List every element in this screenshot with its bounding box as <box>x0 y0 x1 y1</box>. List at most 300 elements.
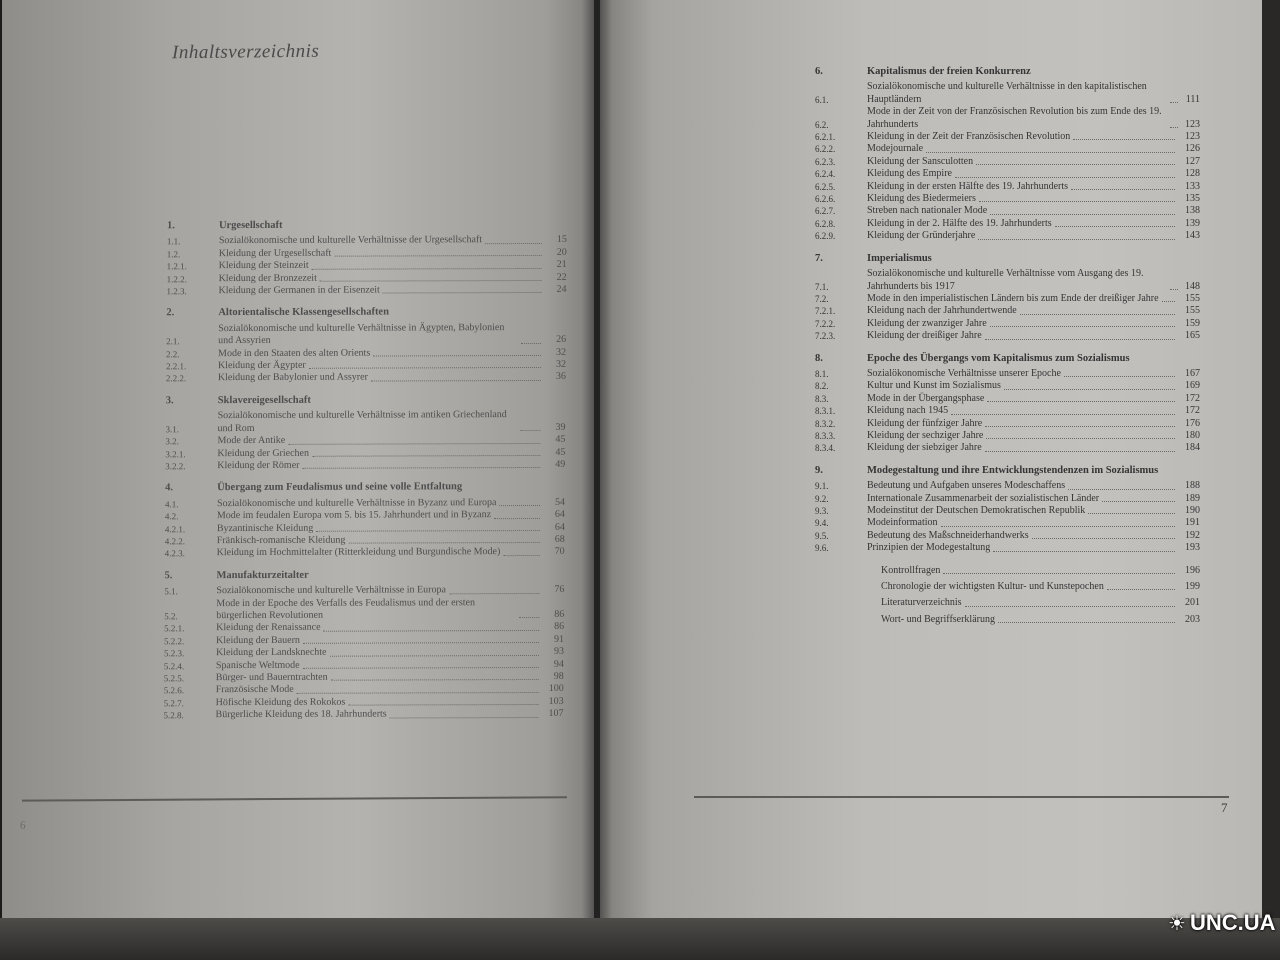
footer-rule <box>694 796 1229 798</box>
entry-text <box>867 493 1178 505</box>
section-number: 7. <box>815 252 823 264</box>
toc-entry <box>815 380 1200 392</box>
entry-number: 6.2. <box>815 119 829 130</box>
entry-number: 6.2.4. <box>815 169 836 180</box>
entry-page: 180 <box>1185 429 1200 441</box>
leader-dots <box>987 401 1175 402</box>
section-number: 6. <box>815 66 823 77</box>
entry-title: Modejournale <box>867 143 924 155</box>
section-number: 1. <box>166 220 175 232</box>
entry-number: 1.2.2. <box>166 273 187 284</box>
section-title: Epoche des Übergangs vom Kapitalismus zum Sozialismus <box>867 352 1130 364</box>
sun-icon: ☀ <box>1168 912 1186 935</box>
toc-entry <box>815 565 1200 577</box>
leader-dots <box>990 214 1175 215</box>
entry-title: Kleidung der dreißiger Jahre <box>867 330 982 342</box>
toc-entry <box>815 493 1200 505</box>
toc-entry <box>165 409 565 435</box>
toc-entry <box>815 368 1200 380</box>
entry-title: Prinzipien der Modegestaltung <box>867 542 991 554</box>
toc-entry <box>815 517 1200 529</box>
toc-entry <box>815 330 1200 342</box>
entry-text <box>881 565 1178 577</box>
section-title: Sklavereigesellschaft <box>217 394 311 406</box>
section-heading <box>815 353 1200 365</box>
entry-title: Mode in der Übergangsphase <box>867 392 985 404</box>
entry-title: Bürgerliche Kleidung des 18. Jahrhunderts <box>215 708 387 721</box>
entry-page: 39 <box>555 421 566 433</box>
entry-text <box>215 708 541 722</box>
entry-text <box>867 480 1178 492</box>
entry-page: 190 <box>1185 505 1200 516</box>
entry-number: 7.2.2. <box>815 318 836 329</box>
entry-text <box>216 659 542 673</box>
entry-number: 8.2. <box>815 381 829 392</box>
entry-page: 203 <box>1185 613 1200 625</box>
leader-dots <box>943 573 1175 574</box>
toc-entry <box>815 106 1200 131</box>
leader-dots <box>449 593 540 594</box>
entry-title: Kleidung der Griechen <box>217 447 310 459</box>
entry-text <box>216 621 542 635</box>
entry-text <box>867 205 1178 217</box>
entry-text <box>867 318 1178 330</box>
leader-dots <box>519 617 539 618</box>
entry-title: Kleidung des Empire <box>867 168 952 180</box>
leader-dots <box>990 326 1175 327</box>
entry-text <box>867 330 1178 342</box>
entry-text <box>867 505 1178 517</box>
entry-text <box>867 305 1178 317</box>
left-table-of-contents <box>163 219 567 732</box>
entry-page: 93 <box>553 646 565 658</box>
entry-text <box>219 272 545 286</box>
entry-title: Kleidung der siebziger Jahre <box>867 442 982 454</box>
entry-title: Kleidung der zwanziger Jahre <box>867 317 987 329</box>
entry-number: 7.2.1. <box>815 306 836 317</box>
section-title: Altorientalische Klassengesellschaften <box>218 306 389 319</box>
entry-title: Kleidung der Bauern <box>216 634 300 646</box>
leader-dots <box>521 430 541 431</box>
entry-title: Kleidung der Germanen in der Eisenzeit <box>218 284 380 297</box>
entry-page: 103 <box>548 695 564 707</box>
entry-text <box>217 434 543 448</box>
cover-edge <box>1262 0 1280 960</box>
entry-number: 9.5. <box>815 530 829 541</box>
leader-dots <box>316 530 540 532</box>
entry-text <box>217 409 543 435</box>
entry-page: 135 <box>1185 193 1200 205</box>
leader-dots <box>985 426 1175 427</box>
entry-title: Bedeutung des Maßschneiderhandwerks <box>867 529 1029 541</box>
entry-text <box>216 671 542 685</box>
entry-text <box>867 230 1178 242</box>
section-number: 5. <box>164 570 173 582</box>
entry-text <box>881 614 1178 626</box>
toc-section <box>815 353 1200 455</box>
section-heading <box>167 219 567 233</box>
entry-page: 143 <box>1185 230 1200 242</box>
toc-entry <box>815 268 1200 293</box>
entry-number: 6.2.1. <box>815 132 836 143</box>
entry-text <box>867 131 1178 143</box>
entry-page: 20 <box>556 246 567 258</box>
toc-section <box>166 219 567 298</box>
toc-entry <box>815 318 1200 330</box>
entry-number: 4.1. <box>164 498 179 510</box>
entry-title: Kleidung nach 1945 <box>867 405 949 417</box>
entry-title: Sozialökonomische und kulturelle Verhältnisse in Europa <box>216 584 446 597</box>
toc-entry <box>163 708 563 722</box>
entry-text <box>867 405 1178 417</box>
entry-page: 98 <box>553 670 564 682</box>
leader-dots <box>1073 139 1175 140</box>
entry-page: 64 <box>554 521 565 533</box>
entry-page: 70 <box>554 546 565 558</box>
entry-page: 133 <box>1185 180 1200 192</box>
entry-text <box>219 234 545 248</box>
leader-dots <box>309 367 541 369</box>
entry-page: 76 <box>554 584 565 596</box>
entry-page: 86 <box>554 621 565 633</box>
entry-text <box>867 393 1178 405</box>
watermark-text: UNC.UA <box>1189 910 1276 935</box>
leader-dots <box>373 355 541 357</box>
entry-page: 169 <box>1185 380 1200 392</box>
entry-page: 165 <box>1185 330 1200 342</box>
toc-entry <box>815 181 1200 193</box>
toc-section <box>815 253 1200 343</box>
leader-dots <box>979 201 1175 202</box>
toc-entry <box>815 81 1200 106</box>
entry-title: Kleidung der Sansculotten <box>867 155 974 167</box>
leader-dots <box>312 455 540 457</box>
entry-title: Kleidung in der 2. Hälfte des 19. Jahrhunderts <box>867 217 1052 229</box>
leader-dots <box>1032 538 1175 539</box>
entry-title: Kleidung der Urgesellschaft <box>218 247 332 259</box>
entry-text <box>217 497 543 511</box>
entry-text <box>867 268 1178 293</box>
toc-entry <box>815 393 1200 405</box>
entry-title: Streben nach nationaler Mode <box>867 205 988 217</box>
entry-number: 8.3.3. <box>815 430 836 441</box>
entry-number: 3.1. <box>165 423 180 434</box>
toc-entry <box>815 168 1200 180</box>
section-number: 4. <box>165 482 174 494</box>
leader-dots <box>951 414 1175 415</box>
entry-title: Kleidung der sechziger Jahre <box>867 429 984 441</box>
leader-dots <box>1170 289 1178 290</box>
entry-title: Kleidung der Gründerjahre <box>867 230 976 242</box>
entry-title: Mode im feudalen Europa vom 5. bis 15. Jahrhundert und in Byzanz <box>216 509 492 522</box>
entry-page: 148 <box>1185 280 1200 292</box>
entry-title: Höfische Kleidung des Rokokos <box>215 696 346 708</box>
entry-number: 8.3.2. <box>815 418 836 429</box>
section-number: 2. <box>166 307 175 319</box>
entry-text <box>217 546 543 560</box>
toc-entry <box>815 581 1200 593</box>
entry-number: 7.2.3. <box>815 331 836 342</box>
toc-entry <box>815 418 1200 430</box>
entry-number: 6.1. <box>815 94 829 105</box>
entry-page: 64 <box>554 509 565 521</box>
toc-entry <box>166 371 566 385</box>
toc-entry <box>166 284 566 298</box>
entry-number: 2.2. <box>166 348 180 359</box>
page-number: 6 <box>20 819 26 832</box>
entry-page: 49 <box>555 458 566 470</box>
entry-number: 5.2.1. <box>164 623 185 634</box>
entry-page: 22 <box>556 271 567 283</box>
section-heading <box>165 481 565 495</box>
left-page <box>2 0 594 930</box>
entry-text <box>867 380 1178 392</box>
entry-text <box>867 143 1178 155</box>
entry-number: 5.2.5. <box>163 673 185 684</box>
entry-title: Kleidung der Babylonier und Assyrer <box>217 372 368 384</box>
toc-section <box>815 66 1200 243</box>
entry-title: Fränkisch-romanische Kleidung <box>216 534 346 547</box>
entry-number: 3.2.1. <box>165 448 186 459</box>
entry-text <box>867 430 1178 442</box>
entry-page: 167 <box>1185 367 1200 379</box>
toc-entry <box>815 530 1200 542</box>
section-heading <box>815 253 1200 265</box>
toc-entry <box>815 480 1200 492</box>
section-title: Kapitalismus der freien Konkurrenz <box>867 66 1031 77</box>
entry-title: Mode der Antike <box>217 434 286 447</box>
entry-title: Literaturverzeichnis <box>881 597 962 609</box>
entry-text <box>216 646 542 660</box>
leader-dots <box>390 717 539 719</box>
entry-page: 107 <box>548 708 564 720</box>
leader-dots <box>1055 226 1175 227</box>
entry-page: 54 <box>554 496 566 508</box>
entry-title: Wort- und Begriffserklärung <box>881 613 995 625</box>
entry-title: Bürger- und Bauerntrachten <box>215 671 328 684</box>
section-heading <box>166 394 566 408</box>
entry-text <box>218 371 544 385</box>
watermark-logo <box>1168 910 1276 936</box>
entry-title: Sozialökonomische Verhältnisse unserer Epoche <box>867 367 1061 379</box>
leader-dots <box>955 177 1175 178</box>
leader-dots <box>1102 501 1175 502</box>
entry-title: Kleidung der Römer <box>217 459 300 472</box>
section-number: 8. <box>815 352 823 364</box>
toc-entry <box>815 442 1200 454</box>
entry-number: 5.2.2. <box>164 636 185 647</box>
toc-entry <box>815 293 1200 305</box>
entry-page: 201 <box>1185 597 1200 609</box>
entry-text <box>218 359 544 373</box>
leader-dots <box>297 692 539 694</box>
section-heading <box>164 569 564 583</box>
leader-dots <box>499 505 540 506</box>
leader-dots <box>998 622 1175 623</box>
toc-entry <box>166 322 566 348</box>
toc-entry <box>815 305 1200 317</box>
entry-number: 9.3. <box>815 506 829 516</box>
entry-text <box>867 193 1178 205</box>
leader-dots <box>371 380 541 382</box>
leader-dots <box>1064 376 1175 377</box>
leader-dots <box>985 339 1175 340</box>
entry-title: Bedeutung und Aufgaben unseres Modeschaffens <box>867 480 1066 492</box>
entry-page: 123 <box>1185 131 1200 143</box>
entry-page: 127 <box>1185 155 1200 167</box>
entry-page: 45 <box>555 433 566 446</box>
leader-dots <box>329 655 538 657</box>
entry-text <box>867 156 1178 168</box>
entry-page: 139 <box>1185 217 1200 229</box>
entry-page: 155 <box>1185 305 1200 317</box>
entry-page: 176 <box>1185 417 1200 429</box>
entry-page: 36 <box>555 371 566 383</box>
entry-number: 5.1. <box>164 586 178 597</box>
entry-text <box>216 696 542 710</box>
leader-dots <box>1020 314 1175 315</box>
entry-page: 192 <box>1185 529 1200 541</box>
entry-number: 8.3. <box>815 393 829 404</box>
entry-page: 172 <box>1185 392 1200 404</box>
entry-text <box>219 259 545 273</box>
entry-number: 4.2.2. <box>164 536 186 547</box>
section-number: 9. <box>815 464 823 476</box>
entry-title: Sozialökonomische und kulturelle Verhältnisse in Byzanz und Europa <box>216 496 497 509</box>
entry-text <box>881 597 1178 609</box>
section-title: Übergang zum Feudalismus und seine volle Entfaltung <box>217 481 463 494</box>
entry-title: Mode in den Staaten des alten Orients <box>218 347 371 359</box>
entry-number: 4.2. <box>164 511 179 522</box>
entry-text <box>216 634 542 648</box>
entry-title: Kultur und Kunst im Sozialismus <box>867 380 1001 392</box>
entry-text <box>216 683 542 697</box>
section-heading <box>815 465 1200 477</box>
leader-dots <box>303 667 539 669</box>
section-title: Urgesellschaft <box>218 219 283 232</box>
entry-number: 5.2.4. <box>163 660 185 671</box>
leader-dots <box>348 704 538 706</box>
entry-title: Französische Mode <box>215 684 294 696</box>
toc-section <box>165 394 566 473</box>
entry-title: Kleidung der Bronzezeit <box>218 272 317 284</box>
leader-dots <box>383 292 542 294</box>
entry-page: 184 <box>1185 442 1200 454</box>
section-title: Manufakturzeitalter <box>216 569 309 581</box>
entry-title: Mode in den imperialistischen Ländern bis zum Ende der dreißiger Jahre <box>867 292 1159 304</box>
entry-number: 3.2.2. <box>165 461 186 472</box>
footer-rule <box>22 796 567 801</box>
entry-title: Kleidung im Hochmittelalter (Ritterkleidung und Burgundische Mode) <box>216 546 501 559</box>
book-gutter <box>582 0 612 930</box>
entry-page: 188 <box>1185 480 1200 492</box>
entry-title: Kleidung der Renaissance <box>216 622 321 634</box>
entry-page: 155 <box>1185 292 1200 304</box>
toc-section <box>165 481 566 560</box>
entry-number: 4.2.3. <box>164 548 185 559</box>
entry-page: 32 <box>555 358 567 370</box>
entry-text <box>867 106 1178 131</box>
entry-page: 86 <box>554 608 565 620</box>
leader-dots <box>348 542 539 544</box>
leader-dots <box>1004 389 1175 390</box>
entry-number: 8.3.1. <box>815 406 836 417</box>
entry-text <box>881 581 1178 593</box>
entry-number: 7.2. <box>815 293 829 304</box>
leader-dots <box>320 280 542 282</box>
toc-section <box>166 306 567 385</box>
entry-number: 5.2.6. <box>163 685 185 696</box>
right-table-of-contents <box>815 66 1200 630</box>
toc-entry <box>815 218 1200 230</box>
entry-title: Modeinstitut der Deutschen Demokratischen Republik <box>867 505 1086 516</box>
leader-dots <box>985 451 1175 452</box>
entry-text <box>867 517 1178 529</box>
entry-page: 172 <box>1185 405 1200 417</box>
entry-number: 3.2. <box>165 436 179 447</box>
toc-entry <box>815 405 1200 417</box>
leader-dots <box>965 606 1175 607</box>
entry-title: Sozialökonomische und kulturelle Verhältnisse in Ägypten, Babylonien und Assyrien <box>218 321 505 347</box>
leader-dots <box>1071 189 1175 190</box>
leader-dots <box>324 630 540 632</box>
entry-text <box>218 347 544 361</box>
leader-dots <box>1170 127 1178 128</box>
entry-number: 7.1. <box>815 281 829 292</box>
toc-entry <box>165 546 565 560</box>
entry-number: 1.1. <box>166 236 181 247</box>
entry-number: 6.2.3. <box>815 156 836 167</box>
entry-page: 45 <box>555 446 566 458</box>
entry-text <box>217 509 543 523</box>
entry-page: 94 <box>553 658 564 670</box>
toc-section <box>815 465 1200 555</box>
entry-text <box>216 584 542 598</box>
leader-dots <box>1107 589 1175 590</box>
entry-title: Sozialökonomische und kulturelle Verhältnisse der Urgesellschaft <box>218 234 483 247</box>
entry-number: 6.2.7. <box>815 206 836 217</box>
entry-number: 5.2.7. <box>163 698 184 709</box>
toc-entry <box>164 596 564 622</box>
entry-page: 24 <box>556 283 567 295</box>
entry-number: 9.1. <box>815 481 829 492</box>
entry-text <box>867 218 1178 230</box>
toc-entry <box>815 156 1200 168</box>
page-heading: Inhaltsverzeichnis <box>172 40 320 64</box>
entry-title: Modeinformation <box>867 517 938 529</box>
entry-number: 2.2.1. <box>165 361 187 372</box>
entry-title: Sozialökonomische und kulturelle Verhältnisse vom Ausgang des 19. Jahrhunderts bis 1917 <box>867 268 1144 292</box>
entry-title: Mode in der Epoche des Verfalls des Feudalismus und der ersten bürgerlichen Revolutionen <box>216 596 476 622</box>
entry-page: 128 <box>1185 168 1200 180</box>
entry-number: 6.2.5. <box>815 181 836 192</box>
leader-dots <box>312 268 542 270</box>
entry-number: 5.2.3. <box>163 648 185 659</box>
entry-text <box>867 530 1178 542</box>
entry-text <box>217 459 543 473</box>
entry-title: Byzantinische Kleidung <box>216 522 314 534</box>
entry-title: Kleidung der Ägypter <box>217 359 306 372</box>
entry-page: 91 <box>554 633 565 645</box>
entry-title: Sozialökonomische und kulturelle Verhältnisse im antiken Griechenland und Rom <box>217 409 507 434</box>
entry-page: 32 <box>556 346 567 358</box>
entry-title: Kleidung in der ersten Hälfte des 19. Jahrhunderts <box>867 180 1069 192</box>
toc-entry <box>815 193 1200 205</box>
toc-entry <box>815 614 1200 626</box>
entry-number: 6.2.8. <box>815 218 836 229</box>
entry-text <box>216 597 542 623</box>
section-title: Modegestaltung und ihre Entwicklungstendenzen im Sozialismus <box>867 464 1159 476</box>
